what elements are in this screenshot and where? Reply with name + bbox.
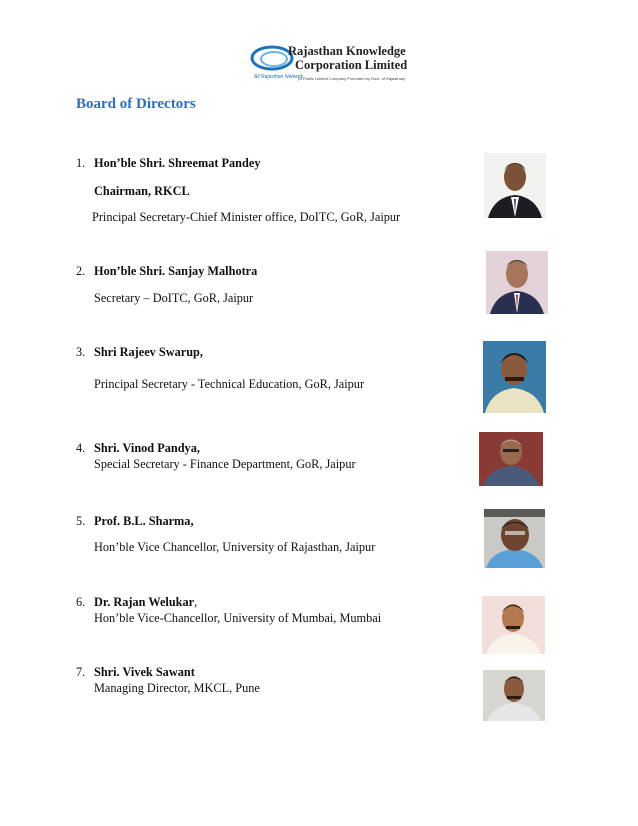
director-name-line bbox=[94, 595, 197, 610]
list-number: 7. bbox=[76, 665, 86, 679]
director-name: Hon’ble Shri. Sanjay Malhotra bbox=[94, 264, 258, 278]
director-detail: Hon’ble Vice Chancellor, University of Rajasthan, Jaipur bbox=[94, 540, 376, 554]
director-role: Chairman, RKCL bbox=[94, 184, 190, 198]
director-detail: Principal Secretary - Technical Education, GoR, Jaipur bbox=[94, 377, 365, 391]
name-suffix: , bbox=[194, 595, 198, 609]
director-photo bbox=[484, 509, 545, 568]
director-photo bbox=[483, 670, 545, 721]
logo-line-1: Rajasthan Knowledge bbox=[288, 44, 406, 58]
logo-line-2: Corporation Limited bbox=[295, 58, 408, 72]
director-detail: Managing Director, MKCL, Pune bbox=[94, 681, 260, 695]
director-photo bbox=[479, 432, 543, 486]
director-photo bbox=[482, 596, 545, 654]
director-photo bbox=[486, 251, 548, 314]
director-detail: Hon’ble Vice-Chancellor, University of Mumbai, Mumbai bbox=[94, 611, 382, 625]
director-name: Prof. B.L. Sharma, bbox=[94, 514, 194, 528]
list-number: 2. bbox=[76, 264, 86, 278]
director-photo bbox=[484, 153, 546, 218]
logo-company-name bbox=[288, 44, 407, 72]
director-name: Dr. Rajan Welukar bbox=[94, 595, 195, 609]
list-number: 4. bbox=[76, 441, 86, 455]
director-detail: Principal Secretary-Chief Minister office, DoITC, GoR, Jaipur bbox=[92, 210, 401, 224]
company-logo bbox=[250, 42, 408, 88]
logo-tagline: All Rajasthan Network bbox=[254, 74, 304, 80]
page-title: Board of Directors bbox=[76, 96, 196, 112]
list-number: 3. bbox=[76, 345, 86, 359]
director-detail: Special Secretary - Finance Department, GoR, Jaipur bbox=[94, 457, 356, 471]
director-name: Shri. Vivek Sawant bbox=[94, 665, 195, 679]
director-name: Shri. Vinod Pandya, bbox=[94, 441, 200, 455]
director-name: Shri Rajeev Swarup, bbox=[94, 345, 203, 359]
logo-subtitle: (A Public Limited Company Promoted by Govt. of Rajasthan) bbox=[298, 76, 406, 81]
director-photo bbox=[483, 341, 546, 413]
list-number: 6. bbox=[76, 595, 86, 609]
list-number: 5. bbox=[76, 514, 86, 528]
director-detail: Secretary – DoITC, GoR, Jaipur bbox=[94, 291, 254, 305]
list-number: 1. bbox=[76, 156, 86, 170]
director-name: Hon’ble Shri. Shreemat Pandey bbox=[94, 156, 261, 170]
